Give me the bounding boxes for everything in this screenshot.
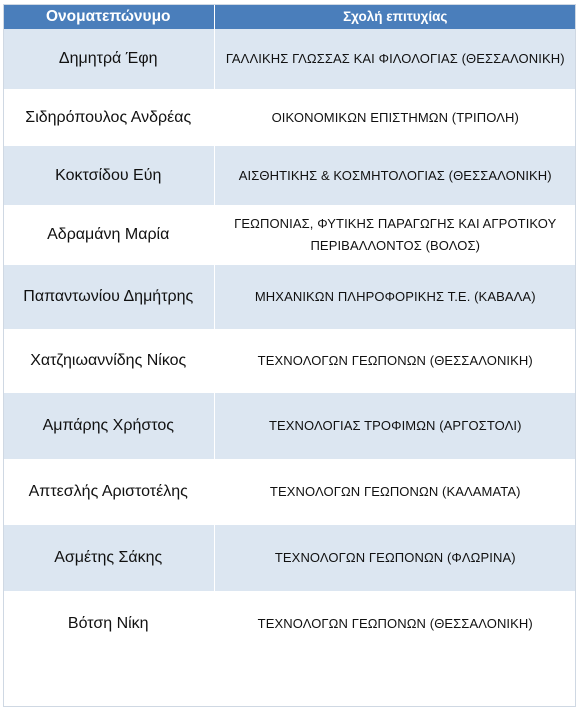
student-name: Βότση Νίκη (3, 591, 214, 657)
table-row (3, 265, 576, 329)
school-name: ΤΕΧΝΟΛΟΓΩΝ ΓΕΩΠΟΝΩΝ (ΘΕΣΣΑΛΟΝΙΚΗ) (214, 329, 576, 393)
table-row (3, 393, 576, 459)
school-name: ΤΕΧΝΟΛΟΓΩΝ ΓΕΩΠΟΝΩΝ (ΚΑΛΑΜΑΤΑ) (214, 459, 576, 525)
student-name: Χατζηιωαννίδης Νίκος (3, 329, 214, 393)
school-name: ΤΕΧΝΟΛΟΓΩΝ ΓΕΩΠΟΝΩΝ (ΘΕΣΣΑΛΟΝΙΚΗ) (214, 591, 576, 657)
header-row (3, 4, 576, 29)
results-table (3, 4, 576, 657)
column-header-school: Σχολή επιτυχίας (214, 4, 576, 29)
student-name: Απτεσλής Αριστοτέλης (3, 459, 214, 525)
table-row (3, 89, 576, 146)
student-name: Σιδηρόπουλος Ανδρέας (3, 89, 214, 146)
table-row (3, 459, 576, 525)
school-name: ΓΑΛΛΙΚΗΣ ΓΛΩΣΣΑΣ ΚΑΙ ΦΙΛΟΛΟΓΙΑΣ (ΘΕΣΣΑΛΟΝΙΚΗ) (214, 29, 576, 89)
school-name: ΤΕΧΝΟΛΟΓΩΝ ΓΕΩΠΟΝΩΝ (ΦΛΩΡΙΝΑ) (214, 525, 576, 591)
table-row (3, 329, 576, 393)
table-body (3, 29, 576, 657)
column-header-name: Ονοματεπώνυμο (3, 4, 214, 29)
school-name: ΟΙΚΟΝΟΜΙΚΩΝ ΕΠΙΣΤΗΜΩΝ (ΤΡΙΠΟΛΗ) (214, 89, 576, 146)
table-row (3, 591, 576, 657)
table-row (3, 525, 576, 591)
student-name: Παπαντωνίου Δημήτρης (3, 265, 214, 329)
school-name: ΜΗΧΑΝΙΚΩΝ ΠΛΗΡΟΦΟΡΙΚΗΣ Τ.Ε. (ΚΑΒΑΛΑ) (214, 265, 576, 329)
school-name: ΑΙΣΘΗΤΙΚΗΣ & ΚΟΣΜΗΤΟΛΟΓΙΑΣ (ΘΕΣΣΑΛΟΝΙΚΗ) (214, 146, 576, 205)
table-row (3, 29, 576, 89)
school-name: ΓΕΩΠΟΝΙΑΣ, ΦΥΤΙΚΗΣ ΠΑΡΑΓΩΓΗΣ ΚΑΙ ΑΓΡΟΤΙΚΟΥ ΠΕΡΙΒΑΛΛΟΝΤΟΣ (ΒΟΛΟΣ) (214, 205, 576, 265)
school-name: ΤΕΧΝΟΛΟΓΙΑΣ ΤΡΟΦΙΜΩΝ (ΑΡΓΟΣΤΟΛΙ) (214, 393, 576, 459)
student-name: Αδραμάνη Μαρία (3, 205, 214, 265)
student-name: Κοκτσίδου Εύη (3, 146, 214, 205)
student-name: Αμπάρης Χρήστος (3, 393, 214, 459)
table-row (3, 146, 576, 205)
table-header (3, 4, 576, 29)
student-name: Ασμέτης Σάκης (3, 525, 214, 591)
table-row (3, 205, 576, 265)
student-name: Δημητρά Έφη (3, 29, 214, 89)
